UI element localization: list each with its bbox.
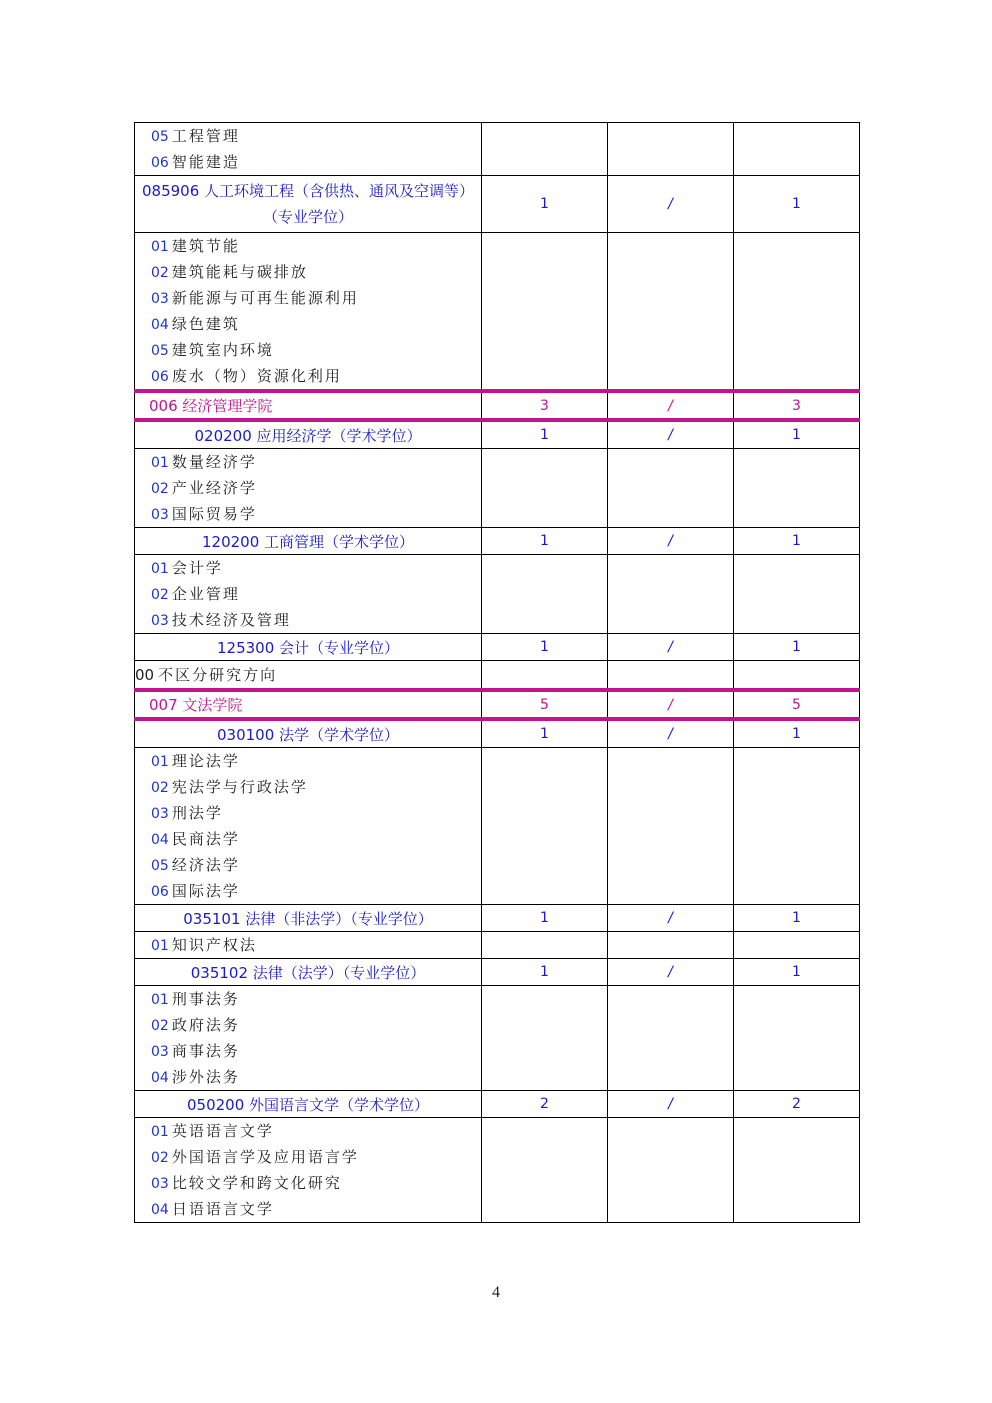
research-direction — [151, 259, 481, 285]
research-direction — [151, 337, 481, 363]
direction-code: 03 — [151, 1176, 169, 1192]
quota-middle: / — [608, 176, 734, 233]
direction-code: 01 — [151, 992, 169, 1008]
direction-name: 绿色建筑 — [171, 315, 240, 333]
directions-cell — [135, 932, 482, 959]
direction-code: 04 — [151, 1202, 169, 1218]
quota-middle: / — [608, 959, 734, 986]
direction-code: 03 — [151, 1044, 169, 1060]
direction-name: 建筑节能 — [171, 237, 240, 255]
major-name: 050200 外国语言文学（学术学位） — [135, 1091, 482, 1118]
direction-code: 03 — [151, 291, 169, 307]
research-direction — [151, 774, 481, 800]
quota-total: 5 — [482, 690, 608, 719]
college-row — [135, 690, 860, 719]
research-direction — [151, 932, 481, 958]
quota-final: 1 — [734, 634, 860, 661]
direction-code: 04 — [151, 317, 169, 333]
directions-cell — [135, 748, 482, 905]
major-name: 085906 人工环境工程（含供热、通风及空调等）（专业学位） — [135, 176, 482, 233]
quota-total: 1 — [482, 959, 608, 986]
direction-code: 02 — [151, 1150, 169, 1166]
empty-cell — [482, 449, 608, 528]
research-direction — [151, 1144, 481, 1170]
quota-total: 2 — [482, 1091, 608, 1118]
directions-row — [135, 1118, 860, 1223]
direction-row — [135, 661, 860, 691]
direction-name: 智能建造 — [171, 153, 240, 171]
major-row — [135, 959, 860, 986]
research-direction — [151, 311, 481, 337]
quota-final: 1 — [734, 719, 860, 748]
directions-row — [135, 932, 860, 959]
research-direction — [151, 449, 481, 475]
direction-name: 知识产权法 — [171, 936, 257, 954]
empty-cell — [608, 748, 734, 905]
quota-final: 1 — [734, 420, 860, 449]
direction-code: 06 — [151, 369, 169, 385]
quota-final: 3 — [734, 391, 860, 420]
research-direction — [151, 1196, 481, 1222]
directions-row — [135, 449, 860, 528]
directions-cell — [135, 986, 482, 1091]
major-row — [135, 528, 860, 555]
research-direction — [151, 878, 481, 904]
empty-cell — [608, 661, 734, 691]
research-direction — [151, 748, 481, 774]
quota-middle: / — [608, 905, 734, 932]
direction-code: 06 — [151, 155, 169, 171]
research-direction — [151, 363, 481, 389]
enrollment-table-body — [135, 123, 860, 1223]
empty-cell — [608, 233, 734, 392]
research-direction — [151, 555, 481, 581]
empty-cell — [734, 661, 860, 691]
major-row — [135, 176, 860, 233]
research-direction — [151, 475, 481, 501]
quota-final: 1 — [734, 176, 860, 233]
empty-cell — [482, 661, 608, 691]
quota-final: 2 — [734, 1091, 860, 1118]
empty-cell — [482, 986, 608, 1091]
empty-cell — [608, 932, 734, 959]
direction-name: 民商法学 — [171, 830, 240, 848]
direction-code: 01 — [151, 455, 169, 471]
research-direction — [151, 149, 481, 175]
direction-code: 05 — [151, 858, 169, 874]
page-number: 4 — [492, 1284, 500, 1301]
research-direction — [151, 581, 481, 607]
empty-cell — [482, 555, 608, 634]
quota-total: 1 — [482, 634, 608, 661]
empty-cell — [734, 1118, 860, 1223]
research-direction — [151, 501, 481, 527]
direction-name: 理论法学 — [171, 752, 240, 770]
empty-cell — [608, 555, 734, 634]
major-row — [135, 634, 860, 661]
major-name: 020200 应用经济学（学术学位） — [135, 420, 482, 449]
direction-name: 产业经济学 — [171, 479, 257, 497]
direction-name: 政府法务 — [171, 1016, 240, 1034]
direction-name: 外国语言学及应用语言学 — [171, 1148, 359, 1166]
research-direction — [151, 233, 481, 259]
direction-name: 日语语言文学 — [171, 1200, 274, 1218]
research-direction — [151, 800, 481, 826]
empty-cell — [734, 986, 860, 1091]
college-name: 006 经济管理学院 — [135, 391, 482, 420]
research-direction — [151, 826, 481, 852]
direction-name: 刑法学 — [171, 804, 223, 822]
empty-cell — [734, 233, 860, 392]
directions-cell — [135, 449, 482, 528]
major-name: 120200 工商管理（学术学位） — [135, 528, 482, 555]
research-direction — [151, 1012, 481, 1038]
direction-name: 建筑室内环境 — [171, 341, 274, 359]
college-name: 007 文法学院 — [135, 690, 482, 719]
research-direction — [151, 285, 481, 311]
empty-cell — [608, 1118, 734, 1223]
direction-code: 03 — [151, 507, 169, 523]
quota-total: 1 — [482, 176, 608, 233]
direction-code: 05 — [151, 343, 169, 359]
research-direction — [151, 1118, 481, 1144]
quota-total: 3 — [482, 391, 608, 420]
direction-name: 废水（物）资源化利用 — [171, 367, 342, 385]
quota-middle: / — [608, 690, 734, 719]
direction-code: 01 — [151, 1124, 169, 1140]
directions-row — [135, 123, 860, 176]
direction-name: 建筑能耗与碳排放 — [171, 263, 308, 281]
direction-code: 03 — [151, 613, 169, 629]
research-direction — [151, 986, 481, 1012]
direction-code: 02 — [151, 1018, 169, 1034]
quota-total: 1 — [482, 420, 608, 449]
college-row — [135, 391, 860, 420]
direction-name: 比较文学和跨文化研究 — [171, 1174, 342, 1192]
direction-code: 04 — [151, 832, 169, 848]
empty-cell — [734, 555, 860, 634]
direction-code: 01 — [151, 938, 169, 954]
direction-code: 01 — [151, 239, 169, 255]
direction-name: 工程管理 — [171, 127, 240, 145]
major-row — [135, 905, 860, 932]
empty-cell — [608, 449, 734, 528]
direction-name: 会计学 — [171, 559, 223, 577]
research-direction — [151, 607, 481, 633]
directions-row — [135, 233, 860, 392]
enrollment-table — [134, 122, 860, 1223]
empty-cell — [608, 123, 734, 176]
direction-name: 国际贸易学 — [171, 505, 257, 523]
direction-name: 不区分研究方向 — [158, 666, 278, 684]
major-name: 125300 会计（专业学位） — [135, 634, 482, 661]
direction-name: 新能源与可再生能源利用 — [171, 289, 359, 307]
direction-name: 宪法学与行政法学 — [171, 778, 308, 796]
research-direction — [151, 1064, 481, 1090]
quota-middle: / — [608, 391, 734, 420]
quota-middle: / — [608, 420, 734, 449]
research-direction — [151, 852, 481, 878]
major-name: 035102 法律（法学）（专业学位） — [135, 959, 482, 986]
empty-cell — [734, 932, 860, 959]
direction-code: 00 — [135, 666, 155, 684]
direction-name: 刑事法务 — [171, 990, 240, 1008]
direction-name: 英语语言文学 — [171, 1122, 274, 1140]
empty-cell — [608, 986, 734, 1091]
direction-code: 02 — [151, 481, 169, 497]
empty-cell — [482, 233, 608, 392]
direction-code: 01 — [151, 754, 169, 770]
directions-cell — [135, 123, 482, 176]
empty-cell — [482, 748, 608, 905]
direction-code: 01 — [151, 561, 169, 577]
quota-final: 1 — [734, 528, 860, 555]
direction-code: 06 — [151, 884, 169, 900]
directions-row — [135, 986, 860, 1091]
directions-cell — [135, 1118, 482, 1223]
directions-row — [135, 555, 860, 634]
quota-total: 1 — [482, 719, 608, 748]
research-direction — [151, 1170, 481, 1196]
empty-cell — [482, 932, 608, 959]
direction-name: 涉外法务 — [171, 1068, 240, 1086]
major-name: 030100 法学（学术学位） — [135, 719, 482, 748]
directions-cell — [135, 555, 482, 634]
direction-name: 经济法学 — [171, 856, 240, 874]
direction-name: 技术经济及管理 — [171, 611, 291, 629]
quota-final: 1 — [734, 905, 860, 932]
major-row — [135, 420, 860, 449]
major-name: 035101 法律（非法学）（专业学位） — [135, 905, 482, 932]
direction-name: 企业管理 — [171, 585, 240, 603]
empty-cell — [482, 1118, 608, 1223]
quota-final: 1 — [734, 959, 860, 986]
direction-code: 02 — [151, 265, 169, 281]
quota-middle: / — [608, 719, 734, 748]
quota-middle: / — [608, 634, 734, 661]
quota-final: 5 — [734, 690, 860, 719]
direction-name: 商事法务 — [171, 1042, 240, 1060]
direction-code: 04 — [151, 1070, 169, 1086]
direction-code: 03 — [151, 806, 169, 822]
empty-cell — [734, 748, 860, 905]
research-direction — [151, 1038, 481, 1064]
direction-name: 数量经济学 — [171, 453, 257, 471]
empty-cell — [734, 123, 860, 176]
major-row — [135, 1091, 860, 1118]
major-row — [135, 719, 860, 748]
research-direction — [151, 123, 481, 149]
quota-middle: / — [608, 528, 734, 555]
empty-cell — [734, 449, 860, 528]
directions-row — [135, 748, 860, 905]
direction-code: 05 — [151, 129, 169, 145]
direction-code: 02 — [151, 587, 169, 603]
quota-total: 1 — [482, 905, 608, 932]
empty-cell — [482, 123, 608, 176]
plain-direction-cell — [135, 661, 482, 691]
direction-code: 02 — [151, 780, 169, 796]
quota-total: 1 — [482, 528, 608, 555]
direction-name: 国际法学 — [171, 882, 240, 900]
quota-middle: / — [608, 1091, 734, 1118]
directions-cell — [135, 233, 482, 392]
